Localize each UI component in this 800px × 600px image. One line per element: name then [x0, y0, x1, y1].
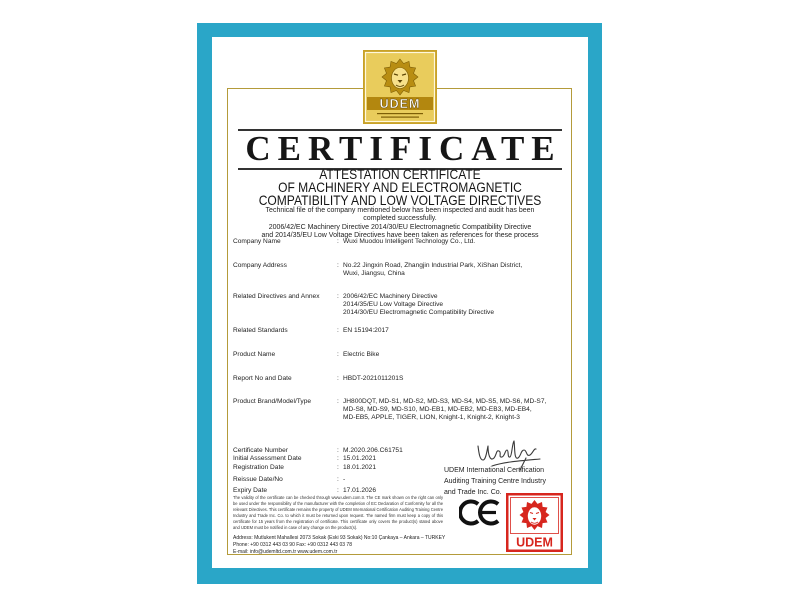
reg-separator: : — [337, 447, 339, 454]
reg-label: Registration Date — [233, 464, 284, 471]
issuer-line: and Trade Inc. Co. — [444, 489, 502, 496]
reg-label: Initial Assessment Date — [233, 455, 302, 462]
title-line: ATTESTATION CERTIFICATE — [319, 166, 481, 182]
reg-separator: : — [337, 455, 339, 462]
field-separator: : — [337, 351, 339, 358]
lion-face-icon — [392, 68, 409, 89]
field-label: Related Standards — [233, 327, 288, 334]
issuer-line: UDEM International Certification — [444, 467, 544, 474]
intro-line: completed successfully. — [363, 215, 437, 223]
reg-value: 17.01.2026 — [343, 487, 377, 494]
contact-block — [233, 535, 473, 556]
title-line: OF MACHINERY AND ELECTROMAGNETIC — [278, 179, 522, 195]
issuer-line: Auditing Training Centre Industry — [444, 478, 546, 485]
reg-value: 18.01.2021 — [343, 464, 377, 471]
field-value — [343, 293, 494, 317]
intro-line: Technical file of the company mentioned below has been inspected and audit has been — [265, 207, 535, 214]
intro-line: and 2014/35/EU Low Voltage Directives have been taken as references for these process — [261, 232, 539, 240]
field-value-line: MD-EB5, APPLE, TIGER, LION, Knight-1, Knight-2, Knight-3 — [343, 413, 520, 421]
fine-print: The validity of the certificate can be checked through www.udem.com.tr. The CE mark shown on the right can only be used under the responsibility of the manufacturer with the completion of EC Declaration of Conformity for all the relevant Directives. This certificate remains the property of UDEM International Certification Auditing Training Centre Industry and Trade Inc. Co. to which it must be returned upon request. The named firm must keep a copy of this certificate for 15 years from the registration of certificate. This certificate only covers the product(s) stated above and UDEM must be notified in case of any change on the product(s). — [233, 495, 443, 530]
field-value-line: 2006/42/EC Machinery Directive — [343, 293, 438, 300]
field-value-line: HBDT-2021011201S — [343, 375, 404, 382]
field-value — [343, 351, 379, 359]
reg-value: 15.01.2021 — [343, 455, 377, 462]
udem-gold-logo — [363, 50, 437, 124]
field-separator: : — [337, 238, 339, 245]
contact-email: E-mail: info@udemltd.com.tr www.udem.com.tr — [233, 549, 338, 555]
field-value-line: Wuxi Muodou Intelligent Technology Co., Ltd. — [343, 238, 476, 245]
field-separator: : — [337, 375, 339, 382]
field-value — [343, 262, 522, 278]
field-label: Product Brand/Model/Type — [233, 398, 312, 405]
field-value — [343, 375, 403, 383]
reg-separator: : — [337, 476, 339, 483]
intro-statement — [213, 207, 587, 241]
reg-value: M.2020.206.C61751 — [343, 447, 403, 454]
field-label: Company Name — [233, 238, 281, 245]
intro-line: 2006/42/EC Machinery Directive 2014/30/EU Electromagnetic Compatibility Directive — [268, 223, 532, 231]
field-label: Related Directives and Annex — [233, 293, 320, 300]
field-value-line: Electric Bike — [343, 351, 380, 358]
reg-label: Certificate Number — [233, 447, 288, 454]
contact-phone: Phone: +90 0312 443 03 90 Fax: +90 0312 443 03 78 — [233, 542, 352, 548]
field-value-line: 2014/30/EU Electromagnetic Compatibility Directive — [343, 308, 494, 316]
field-value — [343, 327, 389, 335]
title-line: COMPATIBILITY AND LOW VOLTAGE DIRECTIVES — [258, 192, 542, 208]
field-value-line: JH800DQT, MD-S1, MD-S2, MD-S3, MD-S4, MD-S5, MD-S6, MD-S7, — [343, 398, 547, 405]
field-value-line: Wuxi, Jiangsu, China — [343, 269, 405, 277]
field-separator: : — [337, 293, 339, 300]
signature-icon — [474, 438, 544, 472]
field-label: Company Address — [233, 262, 287, 269]
ce-mark-icon — [459, 497, 501, 528]
reg-label: Reissue Date/No — [233, 476, 283, 483]
logo-brand-text: UDEM — [379, 97, 421, 111]
field-separator: : — [337, 398, 339, 405]
reg-value: - — [343, 476, 346, 483]
field-label: Product Name — [233, 351, 276, 358]
field-value-line: 2014/35/EU Low Voltage Directive — [343, 300, 444, 308]
attestation-title — [213, 168, 587, 207]
reg-label: Expiry Date — [233, 487, 268, 494]
field-value — [343, 238, 475, 246]
udem-red-seal-icon — [506, 493, 563, 552]
field-separator: : — [337, 327, 339, 334]
field-value-line: MD-S8, MD-S9, MD-S10, MD-EB1, MD-EB2, MD-EB3, MD-EB4, — [343, 405, 532, 413]
field-value-line: EN 15194:2017 — [343, 327, 389, 334]
seal-brand-text: UDEM — [516, 535, 553, 550]
reg-separator: : — [337, 487, 339, 494]
field-value-line: No.22 Jingxin Road, Zhangjin Industrial Park, XiShan District, — [343, 262, 523, 269]
field-separator: : — [337, 262, 339, 269]
certificate-heading: CERTIFICATE — [245, 129, 562, 168]
reg-separator: : — [337, 464, 339, 471]
contact-address: Address: Mutlukent Mahallesi 2073 Sokak (Eski 93 Sokak) No:10 Çankaya – Ankara – TURKEY — [233, 535, 446, 541]
field-value — [343, 398, 546, 422]
field-label: Report No and Date — [233, 375, 292, 382]
